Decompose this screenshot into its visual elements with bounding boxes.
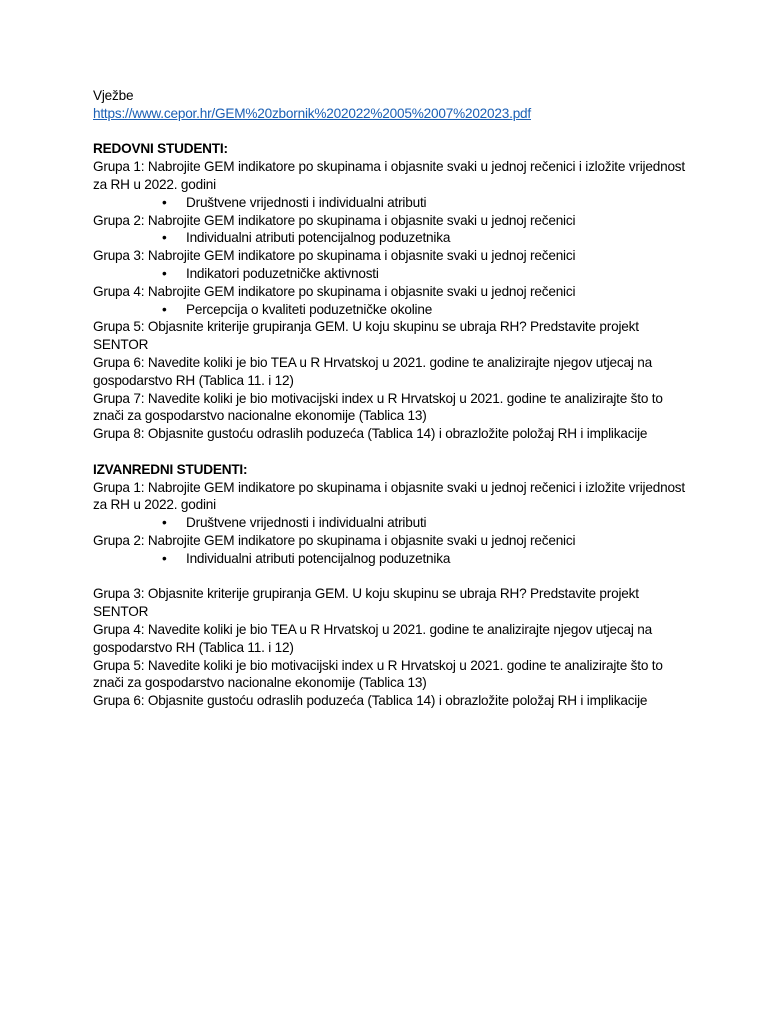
bullet-text: Indikatori poduzetničke aktivnosti [186, 265, 379, 281]
redovni-group-4-bullet [93, 301, 693, 319]
bullet-icon: • [162, 301, 167, 317]
spacer [93, 443, 693, 461]
bullet-text: Percepcija o kvaliteti poduzetničke okoline [186, 301, 433, 317]
izvanredni-group-3: Grupa 3: Objasnite kriterije grupiranja GEM. U koju skupinu se ubraja RH? Predstavite projekt SENTOR [93, 586, 639, 620]
redovni-group-7: Grupa 7: Navedite koliki je bio motivacijski index u R Hrvatskoj u 2021. godine te analizirajte što to znači za gospodarstvo nacionalne ekonomije (Tablica 13) [93, 390, 663, 424]
document-title: Vježbe [93, 88, 134, 103]
izvanredni-group-2: Grupa 2: Nabrojite GEM indikatore po skupinama i objasnite svaki u jednoj rečenici [93, 532, 576, 548]
bullet-text: Društvene vrijednosti i individualni atributi [186, 515, 427, 531]
izvanredni-group-5: Grupa 5: Navedite koliki je bio motivacijski index u R Hrvatskoj u 2021. godine te analizirajte što to znači za gospodarstvo nacionalne ekonomije (Tablica 13) [93, 657, 663, 691]
redovni-group-2: Grupa 2: Nabrojite GEM indikatore po skupinama i objasnite svaki u jednoj rečenici [93, 212, 576, 228]
bullet-icon: • [162, 550, 167, 566]
izvanredni-heading: IZVANREDNI STUDENTI: [93, 461, 248, 477]
redovni-group-1-bullet [93, 194, 693, 212]
redovni-group-3: Grupa 3: Nabrojite GEM indikatore po skupinama i objasnite svaki u jednoj rečenici [93, 248, 576, 264]
spacer [93, 123, 693, 141]
redovni-group-5: Grupa 5: Objasnite kriterije grupiranja GEM. U koju skupinu se ubraja RH? Predstavite projekt SENTOR [93, 319, 639, 353]
bullet-text: Društvene vrijednosti i individualni atributi [186, 194, 427, 210]
redovni-group-6: Grupa 6: Navedite koliki je bio TEA u R Hrvatskoj u 2021. godine te analizirajte njegov utjecaj na gospodarstvo RH (Tablica 11. i 12) [93, 354, 652, 388]
izvanredni-group-4: Grupa 4: Navedite koliki je bio TEA u R Hrvatskoj u 2021. godine te analizirajte njegov utjecaj na gospodarstvo RH (Tablica 11. i 12) [93, 621, 652, 655]
bullet-text: Individualni atributi potencijalnog poduzetnika [186, 550, 451, 566]
document-body [93, 87, 693, 710]
bullet-icon: • [162, 194, 167, 210]
redovni-heading: REDOVNI STUDENTI: [93, 141, 228, 157]
bullet-text: Individualni atributi potencijalnog poduzetnika [186, 230, 451, 246]
bullet-icon: • [162, 265, 167, 281]
redovni-group-2-bullet [93, 229, 693, 247]
source-link[interactable]: https://www.cepor.hr/GEM%20zbornik%202022%2005%2007%202023.pdf [93, 105, 531, 121]
redovni-group-4: Grupa 4: Nabrojite GEM indikatore po skupinama i objasnite svaki u jednoj rečenici [93, 283, 576, 299]
redovni-group-1: Grupa 1: Nabrojite GEM indikatore po skupinama i objasnite svaki u jednoj rečenici i izložite vrijednost za RH u 2022. godini [93, 159, 685, 192]
izvanredni-group-6: Grupa 6: Objasnite gustoću odraslih poduzeća (Tablica 14) i obrazložite položaj RH i implikacije [93, 693, 648, 709]
bullet-icon: • [162, 515, 167, 531]
redovni-group-8: Grupa 8: Objasnite gustoću odraslih poduzeća (Tablica 14) i obrazložite položaj RH i implikacije [93, 426, 648, 442]
izvanredni-group-1: Grupa 1: Nabrojite GEM indikatore po skupinama i objasnite svaki u jednoj rečenici i izložite vrijednost za RH u 2022. godini [93, 479, 685, 513]
izvanredni-group-2-bullet [93, 550, 693, 568]
bullet-icon: • [162, 230, 167, 246]
redovni-group-3-bullet [93, 265, 693, 283]
spacer [93, 568, 693, 586]
izvanredni-group-1-bullet [93, 514, 693, 532]
